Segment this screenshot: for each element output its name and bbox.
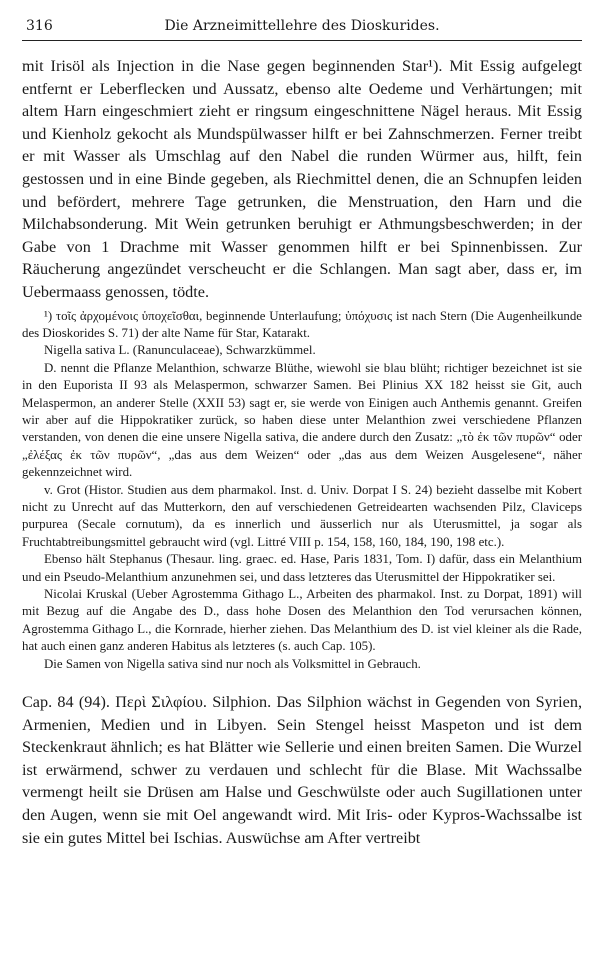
chapter-paragraph: Cap. 84 (94). Περὶ Σιλφίου. Silphion. Das Silphion wächst in Gegenden von Syrien, Armenien, Medien und in Libyen. Sein Stengel heisst Maspeton und ist dem Steckenkraut ähnlich; es hat Blätter wie Sellerie und einen breiten Samen. Die Wurzel ist erwärmend, schwer zu verdauen und schlecht für die Blase. Mit Wachssalbe vermengt heilt sie Drüsen am Halse und Geschwülste oder auch Sugillationen unter den Augen, wenn sie mit Oel angewandt wird. Mit Iris- oder Kypros-Wachssalbe ist sie ein gutes Mittel bei Ischias. Auswüchse am After vertreibt (22, 693, 582, 847)
page-number: 316 (26, 18, 53, 34)
note-nigella-sativa: Nigella sativa L. (Ranunculaceae), Schwarzkümmel. (44, 343, 316, 358)
note-stephanus: Ebenso hält Stephanus (Thesaur. ling. graec. ed. Hase, Paris 1831, Tom. I) dafür, dass ein Melanthium und ein Pseudo-Melanthium anzunehmen sei, und dass letzteres das Uterusmittel der Hippokratiker sei. (22, 552, 582, 584)
note-melanthion: D. nennt die Pflanze Melanthion, schwarze Blüthe, wiewohl sie blau blüht; richtiger bezeichnet ist sie in den Euporista II 93 als Melaspermon, schwarzer Samen. Bei Plinius XX 182 heisst sie Git, auch Melaspermon, an anderer Stelle (XXII 53) sagt er, sie werde von Einigen auch Anthemis genannt. Greifen wir aber auf die Hippokratiker zurück, so haben diese unter Melanthion zwei verschiedene Pflanzen verstanden, von denen die eine unsere Nigella sativa, die andere durch den Zusatz: „τὸ ἐκ τῶν πυρῶν“ oder „ἐλέξας ἐκ τῶν πυρῶν“, „das aus dem Weizen“ oder „das aus dem Weizen Ausgelesene“, näher gekennzeichnet wird. (22, 360, 582, 480)
footnotes (22, 308, 582, 674)
main-text (22, 55, 582, 304)
running-head (22, 14, 582, 41)
page-header-title: Die Arzneimittellehre des Dioskurides. (164, 18, 440, 34)
footnote-1: ¹) τοῖς ἀρχομένοις ὑποχεῖσθαι, beginnende Unterlaufung; ὑπόχυσις ist nach Stern (Die Augenheilkunde des Dioskorides S. 71) der alte Name für Star, Katarakt. (22, 308, 582, 340)
chapter-84 (22, 691, 582, 849)
note-kruskal: Nicolai Kruskal (Ueber Agrostemma Githago L., Arbeiten des pharmakol. Inst. zu Dorpat, 1891) will mit Bezug auf die Angabe des D., dass hohe Dosen des Melanthion den Tod verursachen können, Agrostemma Githago L., die Kornrade, hierher ziehen. Das Melanthium des D. ist viel kleiner als die Rade, hat auch einen ganz anderen Habitus als letzteres (s. auch Cap. 105). (22, 587, 582, 654)
main-paragraph: mit Irisöl als Injection in die Nase gegen beginnenden Star¹). Mit Essig aufgelegt entfernt er Leberflecken und Aussatz, ebenso alte Oedeme und Verhärtungen; mit altem Harn eingeschmiert zieht er ringsum eingeschnittene Nägel heraus. Mit Essig und Kienholz gekocht als Mundspülwasser hilft er bei Zahnschmerzen. Ferner treibt er mit Wasser als Umschlag auf den Nabel die runden Würmer aus, hilft, fein gestossen und in eine Binde gegeben, als Riechmittel denen, die an Schnupfen leiden und befördert, mehrere Tage getrunken, die Menstruation, den Harn und die Milchabsonderung. Mit Wein getrunken beruhigt er Athmungsbeschwerden; in der Gabe von 1 Drachme mit Wasser genommen hilft er bei Spinnenbissen. Zur Räucherung angezündet verscheucht er die Schlangen. Man sagt aber, dass er, im Uebermaass genossen, tödte. (22, 57, 582, 301)
page (22, 14, 582, 849)
note-grot: v. Grot (Histor. Studien aus dem pharmakol. Inst. d. Univ. Dorpat I S. 24) bezieht dasselbe mit Kobert nicht zu Unrecht auf das Mutterkorn, den auf verschiedenen Getreidearten wachsenden Pilz, Claviceps purpurea (Secale cornutum), da es innerlich und äusserlich nur als Uterusmittel, ja sogar als Fruchtabtreibungsmittel gebraucht wird (vgl. Littré VIII p. 154, 158, 160, 184, 190, 198 etc.). (22, 482, 582, 549)
note-folk-remedy: Die Samen von Nigella sativa sind nur noch als Volksmittel in Gebrauch. (44, 656, 421, 671)
